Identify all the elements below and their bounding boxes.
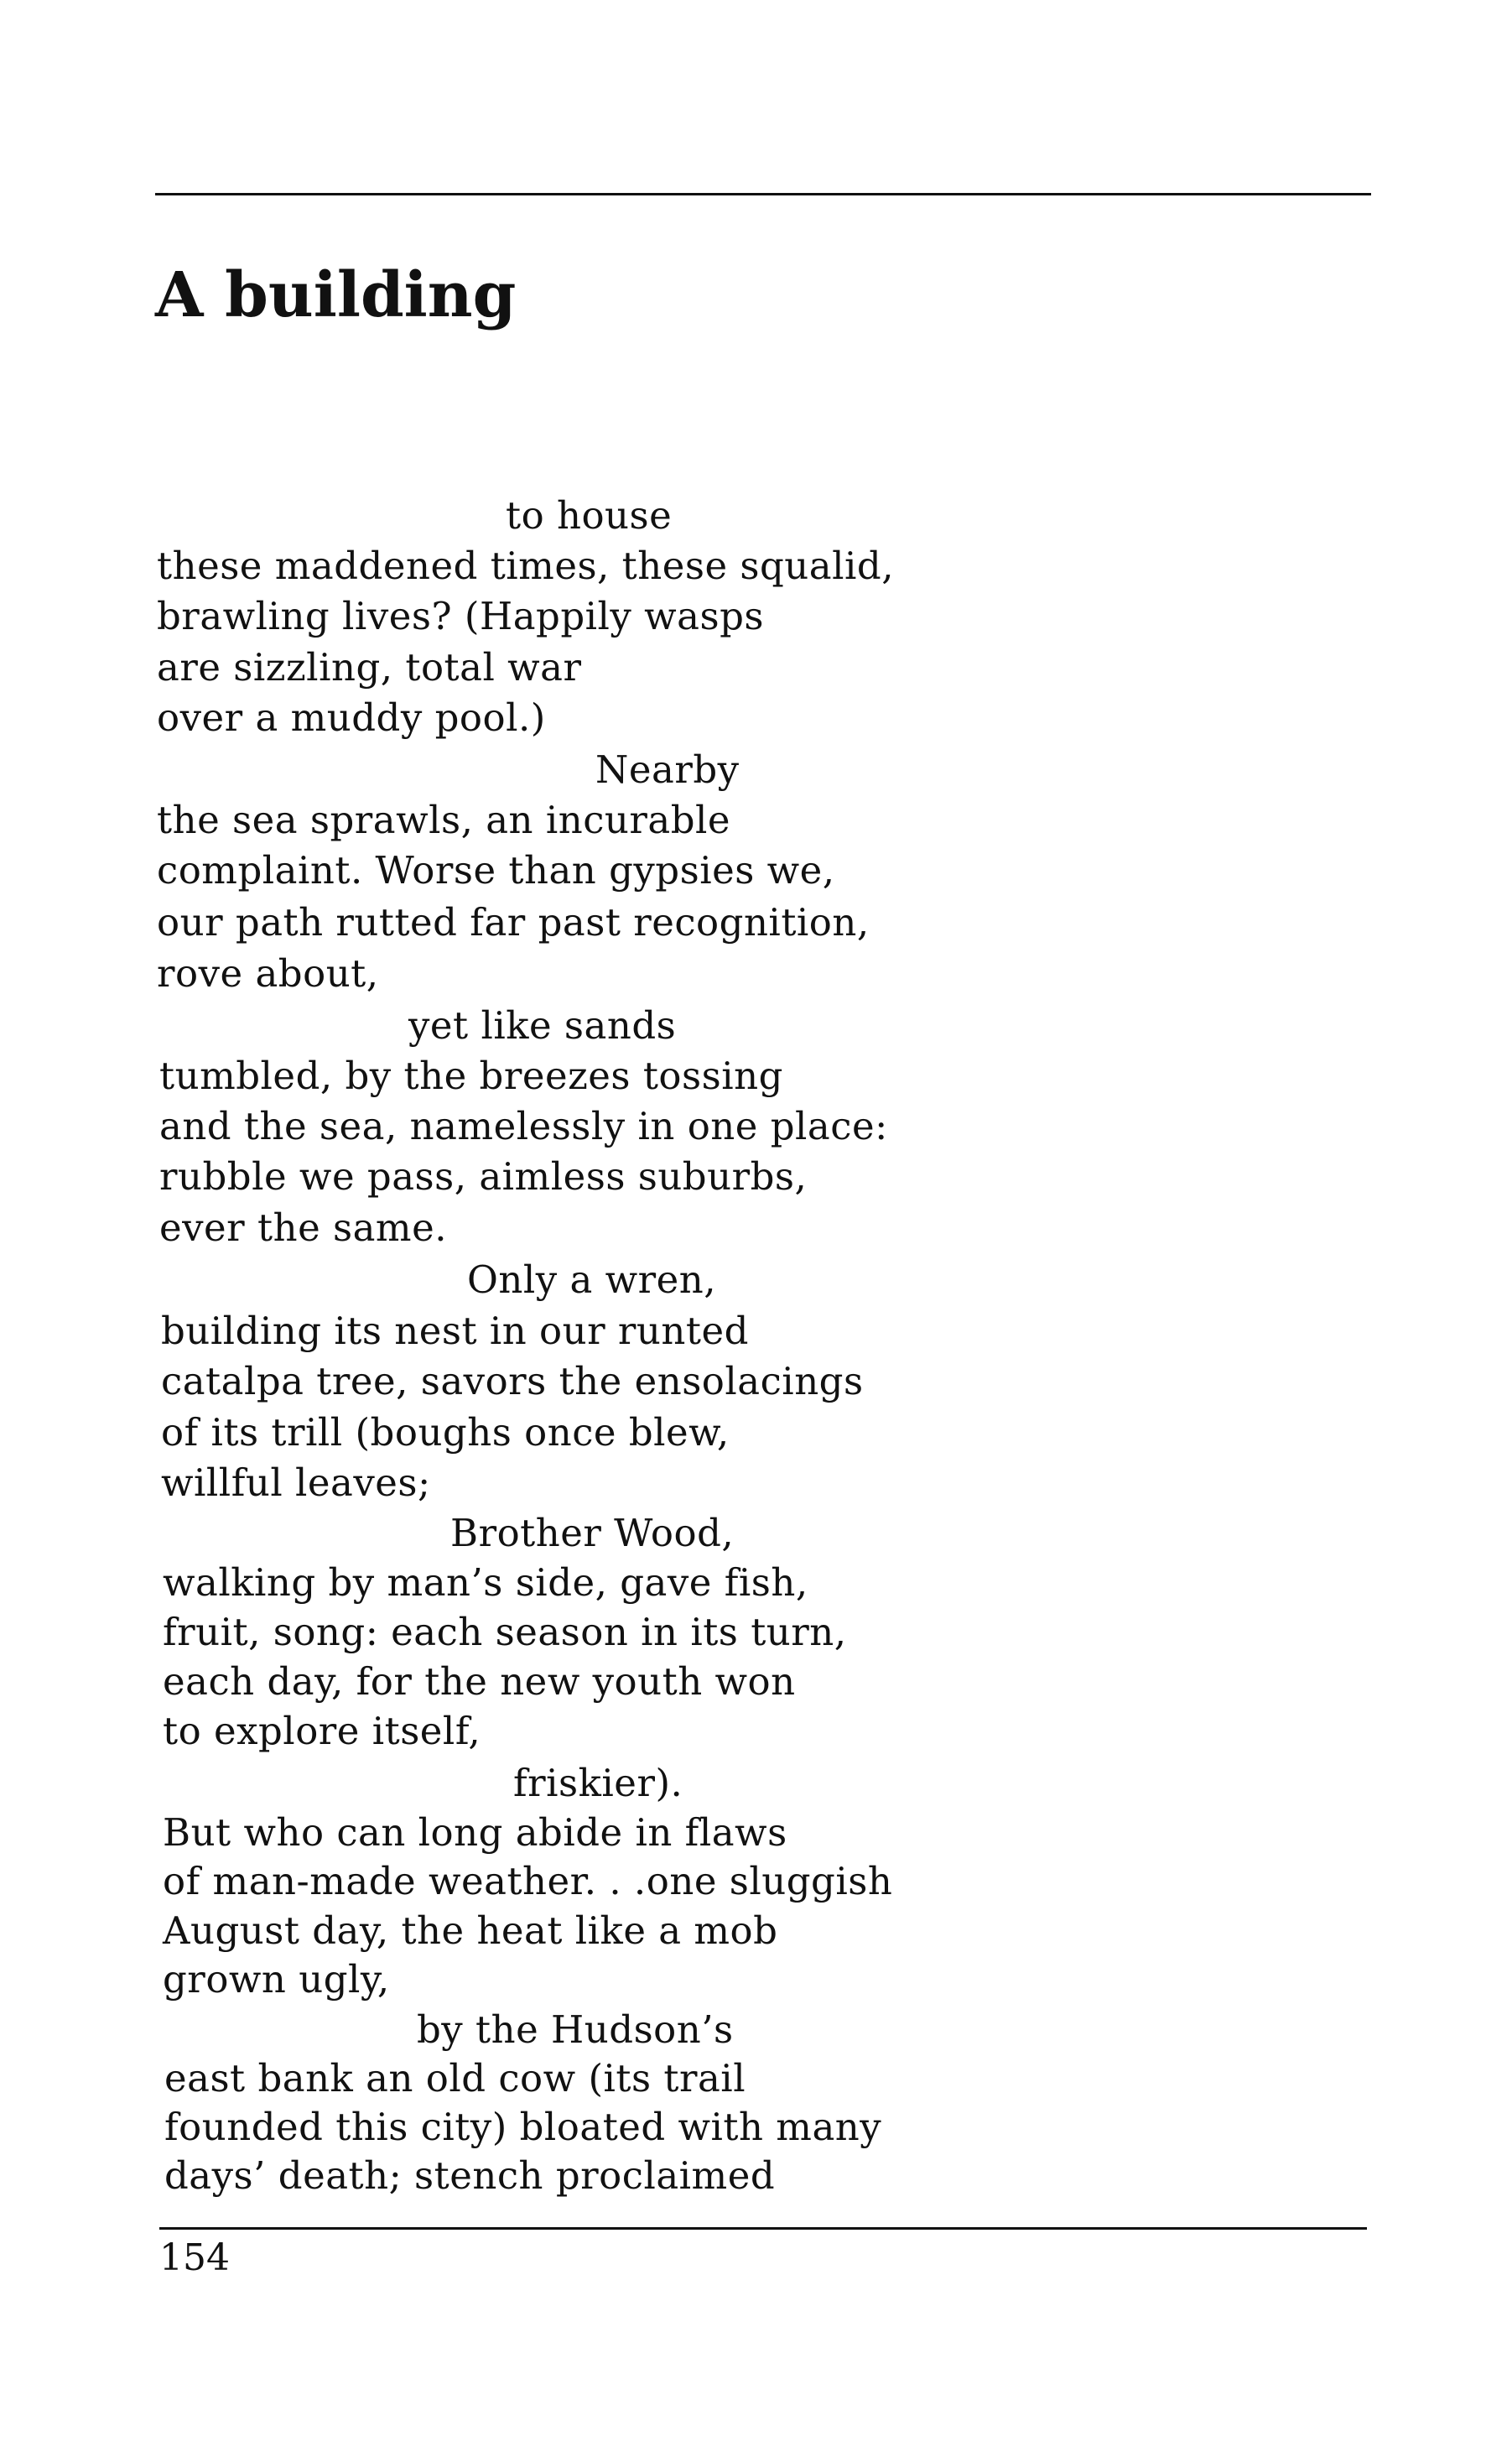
poem-line: by the Hudson’s [417, 2007, 734, 2052]
poem-line: brawling lives? (Happily wasps [157, 594, 764, 638]
page-number: 154 [159, 2236, 230, 2279]
poem-line: east bank an old cow (its trail [164, 2056, 746, 2100]
poem-line: complaint. Worse than gypsies we, [157, 848, 835, 893]
poem-line: tumbled, by the breezes tossing [159, 1054, 783, 1098]
poem-line: rubble we pass, aimless suburbs, [159, 1154, 808, 1199]
poem-line: willful leaves; [161, 1460, 431, 1505]
poem-line: days’ death; stench proclaimed [164, 2153, 776, 2198]
bottom-rule [159, 2227, 1367, 2230]
poem-line: and the sea, namelessly in one place: [159, 1104, 888, 1148]
poem-line: the sea sprawls, an incurable [157, 798, 731, 842]
poem-line: over a muddy pool.) [157, 695, 546, 740]
poem-line: walking by man’s side, gave fish, [163, 1560, 808, 1605]
poem-line: of man-made weather. . .one sluggish [163, 1859, 893, 1903]
poem-line: friskier). [513, 1761, 683, 1805]
poem-line: fruit, song: each season in its turn, [163, 1610, 847, 1654]
poem-line: founded this city) bloated with many [164, 2105, 882, 2149]
poem-line: yet like sands [408, 1003, 677, 1048]
poem-line: rove about, [157, 951, 379, 996]
poem-line: August day, the heat like a mob [163, 1908, 778, 1953]
poem-line: But who can long abide in flaws [163, 1810, 787, 1855]
poem-line: to house [506, 493, 673, 538]
poem-line: ever the same. [159, 1205, 448, 1250]
poem-line: of its trill (boughs once blew, [161, 1410, 730, 1455]
poem-line: Brother Wood, [450, 1511, 735, 1555]
poem-line: are sizzling, total war [157, 645, 582, 690]
poem-line: building its nest in our runted [161, 1309, 749, 1353]
poem-line: our path rutted far past recognition, [157, 900, 870, 945]
poem-line: these maddened times, these squalid, [157, 544, 894, 588]
poem-line: each day, for the new youth won [163, 1659, 796, 1704]
poem-line: catalpa tree, savors the ensolacings [161, 1359, 864, 1403]
poem-title: A building [155, 259, 517, 331]
poem-line: Only a wren, [467, 1257, 717, 1302]
top-rule [155, 193, 1371, 195]
poem-line: to explore itself, [163, 1709, 481, 1753]
poem-line: grown ugly, [163, 1957, 390, 2002]
poem-line: Nearby [595, 747, 740, 792]
